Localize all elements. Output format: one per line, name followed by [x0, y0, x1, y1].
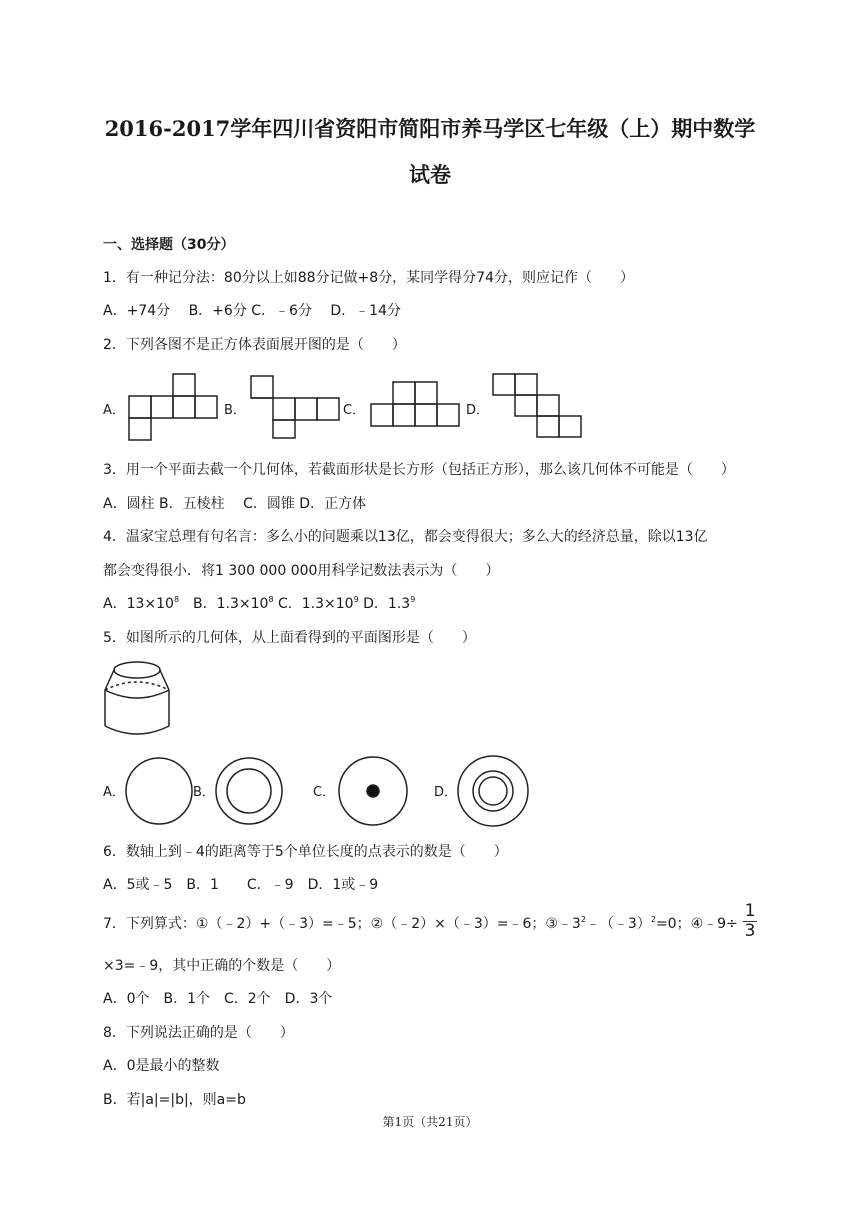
q8-option-a: A．0是最小的整数 [103, 1058, 220, 1074]
q7-exp1: 2 [580, 915, 586, 924]
q8-option-b: B．若|a|=|b|，则a=b [103, 1092, 246, 1108]
q4-stem-line1: 4．温家宝总理有句名言：多么小的问题乘以13亿，都会变得很大；多么大的经济总量，除以13亿 [103, 529, 708, 545]
q3-stem: 3．用一个平面去截一个几何体，若截面形状是长方形（包括正方形），那么该几何体不可能是（ ） [103, 462, 735, 478]
q6-stem: 6．数轴上到﹣4的距离等于5个单位长度的点表示的数是（ ） [103, 844, 508, 860]
q4-exp-b: 8 [268, 595, 274, 604]
q7-stem-part1: 7．下列算式：①（﹣2）+（﹣3）=﹣5；②（﹣2）×（﹣3）=﹣6；③﹣3 [103, 916, 581, 932]
page-footer: 第1页（共21页） [382, 1115, 478, 1129]
q4-option-d: D．1.3 [358, 596, 411, 612]
q7-options: A．0个 B．1个 C．2个 D．3个 [103, 991, 333, 1007]
exam-title-line1: 2016-2017学年四川省资阳市简阳市养马学区七年级（上）期中数学 [104, 116, 756, 141]
q5-label-c: C． [313, 785, 336, 800]
q6-options: A．5或﹣5 B．1 C．﹣9 D．1或﹣9 [103, 877, 379, 893]
q2-label-b: B． [224, 403, 246, 418]
section-heading: 一、选择题（30分） [103, 237, 235, 253]
q5-label-d: D． [434, 785, 458, 800]
q4-option-c: C．1.3×10 [273, 596, 354, 612]
q2-label-d: D． [466, 403, 490, 418]
q5-view-b [214, 756, 284, 826]
q8-stem: 8．下列说法正确的是（ ） [103, 1025, 294, 1041]
q5-stem: 5．如图所示的几何体，从上面看得到的平面图形是（ ） [103, 630, 476, 646]
q4-options [103, 595, 415, 613]
q5-label-a: A． [103, 785, 125, 800]
q4-option-a: A．13×10 [103, 596, 174, 612]
q5-view-d [456, 754, 530, 828]
q5-label-b: B． [193, 785, 215, 800]
q4-exp-a: 8 [173, 595, 180, 604]
exam-title-line2: 试卷 [409, 162, 451, 187]
q5-solid-figure [103, 660, 171, 738]
q4-exp-d: 9 [410, 595, 416, 604]
q2-net-b [250, 374, 345, 444]
q5-view-c [337, 755, 409, 827]
q4-option-b: B．1.3×10 [179, 596, 269, 612]
q7-stem-part2: ﹣（﹣3） [585, 916, 651, 932]
q7-stem-line1 [103, 915, 738, 933]
q7-fraction-denominator: 3 [744, 921, 756, 941]
q7-fraction [743, 903, 757, 940]
q3-options: A．圆柱 B．五棱柱 C．圆锥 D．正方体 [103, 496, 367, 512]
q7-exp2: 2 [650, 915, 656, 924]
q2-net-d [492, 373, 582, 439]
q2-label-c: C． [343, 403, 366, 418]
q2-net-a [128, 372, 223, 442]
q7-stem-part3: =0；④﹣9÷ [655, 916, 738, 932]
q4-stem-line2: 都会变得很小．将1 300 000 000用科学记数法表示为（ ） [103, 563, 500, 579]
q1-stem: 1．有一种记分法：80分以上如88分记做+8分，某同学得分74分，则应记作（ ） [103, 270, 634, 286]
q2-stem: 2．下列各图不是正方体表面展开图的是（ ） [103, 337, 406, 353]
q4-exp-c: 9 [353, 595, 359, 604]
q2-net-c [368, 381, 463, 433]
q1-options: A．+74分 B．+6分 C．﹣6分 D．﹣14分 [103, 303, 401, 319]
q7-stem-line2: ×3=﹣9，其中正确的个数是（ ） [103, 958, 341, 974]
q7-fraction-numerator: 1 [744, 901, 756, 921]
q5-view-a [124, 756, 194, 826]
q2-label-a: A． [103, 403, 125, 418]
